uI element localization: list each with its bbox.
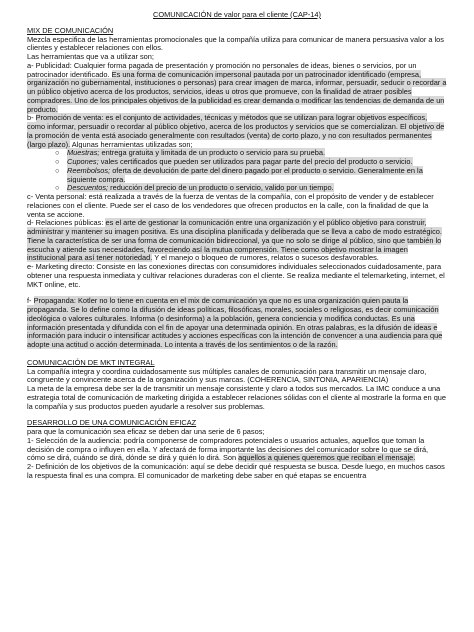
desarrollo-intro: para que la comunicación sea eficaz se deben dar una serie de 6 pasos; xyxy=(27,427,265,436)
relaciones-prefix: d- Relaciones públicas: xyxy=(27,218,106,228)
item-venta-personal: c- Venta personal: está realizada a través de la fuerza de ventas de la compañía, con el propósito de vender y de establecer relaciones con el cliente. Puede ser el caso de los vendedores que ofrecen productos en la calle, con la finalidad de que la venta se accione. xyxy=(27,192,434,219)
publicidad-text: a- Publicidad: Cualquier forma pagada de presentación y promoción no personales de ideas, bienes o servicios, por un patrocinador identificado. xyxy=(27,60,417,79)
heading-integral: COMUNICACIÓN DE MKT INTEGRAL xyxy=(27,357,155,367)
text-muestras: entrega gratuita y limitada de un producto o servicio para su prueba. xyxy=(99,148,326,158)
propaganda-prefix: f- xyxy=(27,296,34,306)
text-descuentos: reducción del precio de un producto o servicio, valido por un tiempo. xyxy=(108,183,334,193)
term-muestras: Muestras; xyxy=(67,148,100,158)
promocion-suffix: Algunas herramientas utilizadas son; xyxy=(70,139,193,149)
promocion-highlight: Promoción de venta: es el conjunto de actividades, técnicas y métodos que se utilizan para lograr objetivos específicos, como informar, persuadir o recordar al público objetivo, acerca de los productos y servicios que se comercializan. El objetivo de la promoción de venta está asociado generalmente con resultados (venta) de corto plazo, y no con resultados permanentes (largo plazo). xyxy=(27,113,445,149)
item-marketing-directo: e- Marketing directo: Consiste en las conexiones directas con consumidores individuales seleccionados cuidadosamente, para obtener una respuesta inmediata y cultivar relaciones duraderas con el cliente. Se realiza mediante el telemarketing, internet, el MKT online, etc. xyxy=(27,262,445,289)
circle-bullet-icon: ○ xyxy=(55,183,60,193)
item-relaciones-publicas xyxy=(27,219,447,263)
circle-bullet-icon: ○ xyxy=(55,148,60,158)
relaciones-highlight: es el arte de gestionar la comunicación entre una organización y el público objetivo para construir, administrar y mantener su imagen positiva. Es una disciplina planificada y deliberada que se lleva a cabo de modo estratégico. Tiene la característica de ser una forma de comunicación bidireccional, ya que no solo se dirige al público, sino que también lo escucha y atiende sus necesidades, favoreciendo así la mutua comprensión. Tiene como objetivo mostrar la imagen institucional para así tener notoriedad. xyxy=(27,218,442,263)
term-cupones: Cupones; xyxy=(67,157,99,166)
publicidad-highlight: Es una forma de comunicación impersonal pautada por un patrocinador identificado (empresa, organización no gubernamental, instituciones o personas) para crear imagen de marca, informar, persuadir, seducir o recordar a un público objetivo acerca de los productos, servicios, ideas u otros que promueve, con la finalidad de atraer posibles compradores. Uno de los principales objetivos de la publicidad es crear demanda o modificar las tendencias de demanda de un producto. xyxy=(27,69,447,114)
step1-highlight: aquellos a quienes queremos que reciban el mensaje. xyxy=(238,453,416,463)
list-item-descuentos xyxy=(27,184,447,193)
term-descuentos: Descuentos; xyxy=(67,183,109,193)
step-definicion-objetivos: 2- Definición de los objetivos de la comunicación: aquí se debe decidir qué respuesta se busca. Desde luego, en muchos casos la respuesta final es una compra. El comunicador de marketing debe saber en qué etapas se encuentra xyxy=(27,462,445,480)
document-title: COMUNICACIÓN de valor para el cliente (CAP-14) xyxy=(153,10,321,19)
circle-bullet-icon: ○ xyxy=(55,165,60,175)
heading-desarrollo: DESARROLLO DE UNA COMUNICACIÓN EFICAZ xyxy=(27,418,197,428)
integral-paragraph-1: La compañía integra y coordina cuidadosamente sus múltiples canales de comunicación para transmitir un mensaje claro, congruente y convincente acerca de la organización y sus marcas. (COHERENCIA, SINTONIA, APARIENCIA) xyxy=(27,366,427,385)
mix-intro: Mezcla especifica de las herramientas promocionales que la compañía utiliza para comunicar de manera persuasiva valor a los clientes y establecer relaciones con ellos. xyxy=(27,34,444,53)
step-seleccion-audiencia xyxy=(27,437,447,463)
integral-paragraph-2: La meta de la empresa debe ser la de transmitir un mensaje consistente y claro a todos sus mercados. La IMC conduce a una estrategia total de comunicación de marketing dirigida a establecer relaciones sólidas con el cliente al mostrarle la forma en que la compañía y sus productos pueden ayudarle a resolver sus problemas. xyxy=(27,384,447,411)
text-cupones: vales certificados que pueden ser utilizados para pagar parte del precio del producto o servicio. xyxy=(98,157,413,166)
term-reembolsos: Reembolsos; xyxy=(67,165,111,175)
item-promocion xyxy=(27,114,447,149)
item-publicidad xyxy=(27,62,447,115)
document-page xyxy=(27,3,447,481)
item-propaganda xyxy=(27,297,447,350)
circle-bullet-icon: ○ xyxy=(55,157,60,166)
list-item-reembolsos xyxy=(27,167,447,185)
step1-text: 1- Selección de la audiencia: podría componerse de compradores potenciales o usuarios actuales, aquellos que toman la decisión de compra o influyen en ella. Y afectará de forma importante las decisiones del comunicador sobre lo que se dirá, cómo se dirá, cuándo se dirá, dónde se dirá y quién lo dirá. Son xyxy=(27,435,429,463)
promocion-prefix: b- xyxy=(27,113,36,123)
text-reembolsos: oferta de devolución de parte del dinero pagado por el producto o servicio. Generalmente en la siguiente compra. xyxy=(67,165,423,184)
heading-mix: MIX DE COMUNICACIÓN xyxy=(27,25,114,35)
relaciones-suffix: Y el manejo o bloqueo de rumores, relatos o sucesos desfavorables. xyxy=(152,253,379,263)
tools-intro: Las herramientas que va a utilizar son; xyxy=(27,52,154,61)
propaganda-highlight: Propaganda: Kotler no lo tiene en cuenta en el mix de comunicación ya que no es una organización quien pauta la propaganda. Se lo define como la difusión de ideas políticas, filosóficas, morales, sociales o religiosas, es decir comunicación ideológica o valores culturales. Informa (o desinforma) a la población, genera conciencia y modifica conductas. Es una información presentada y difundida con el fin de apoyar una determinada opinión. En otras palabras, es la difusión de ideas e información para inducir o intensificar actitudes y acciones específicas con la intención de convencer a una audiencia para que adopte una actitud o acción determinada. Lo intenta a través de los sentimientos o de la razón. xyxy=(27,296,443,349)
